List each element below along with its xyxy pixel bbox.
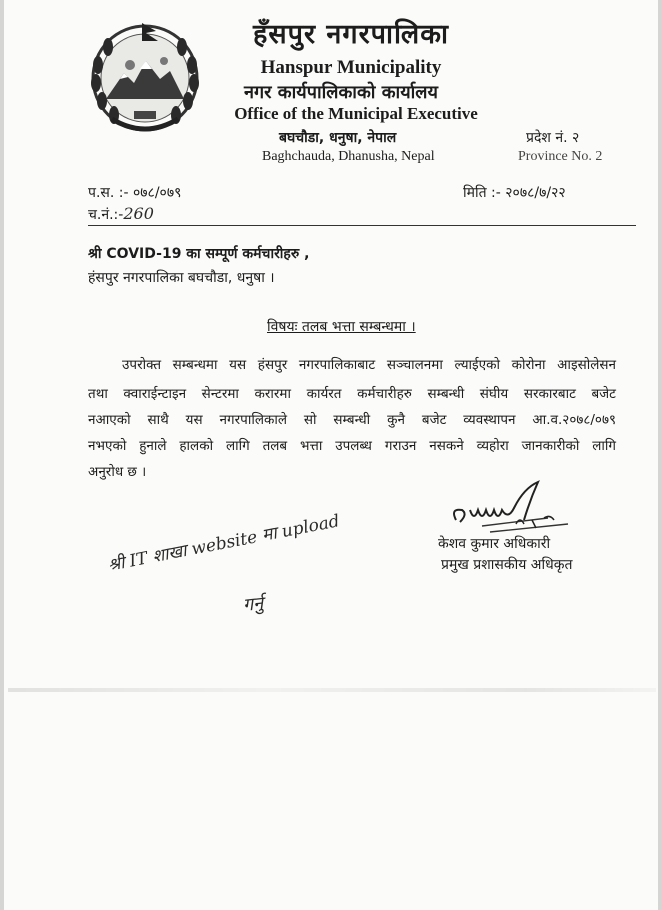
handwritten-note-line-1: श्री IT शाखा website मा upload [106, 511, 342, 576]
province-en: Province No. 2 [518, 149, 603, 164]
office-name-en: Office of the Municipal Executive [234, 104, 478, 123]
dispatch-number [88, 204, 154, 224]
handwritten-note-line-2: गर्नु [242, 593, 265, 616]
signatory-title: प्रमुख प्रशासकीय अधिकृत [441, 557, 573, 573]
body-line: नआएको साथै यस नगरपालिकाले सो सम्बन्धी कुनै बजेट व्यवस्थापन आ.व.२०७८/०७९ [88, 412, 616, 428]
address-np: बघचौडा, धनुषा, नेपाल [279, 130, 397, 146]
recipient-line-2: हंसपुर नगरपालिका बघचौडा, धनुषा । [88, 270, 275, 286]
office-name-np: नगर कार्यपालिकाको कार्यालय [244, 82, 438, 103]
body-line: नभएको हुनाले हालको लागि तलब भत्ता उपलब्ध गराउन नसकने व्यहोरा जानकारीको लागि [88, 438, 616, 454]
body-line: तथा क्वाराईन्टाइन सेन्टरमा करारमा कार्यरत कर्मचारीहरु सम्बन्धी संघीय सरकारबाट बजेट [88, 386, 616, 402]
recipient-line-1: श्री COVID-19 का सम्पूर्ण कर्मचारीहरु , [88, 246, 310, 262]
body-line: अनुरोध छ । [88, 464, 147, 480]
dispatch-number-value: 260 [123, 204, 154, 223]
signatory-name: केशव कुमार अधिकारी [438, 536, 551, 552]
address-en: Baghchauda, Dhanusha, Nepal [262, 149, 435, 164]
scan-streak [8, 688, 656, 692]
letter-number: प.स. :- ०७८/०७९ [88, 185, 182, 201]
scan-edge-left [0, 0, 4, 910]
province-np: प्रदेश नं. २ [526, 130, 580, 146]
dispatch-number-label: च.नं.:- [88, 207, 124, 223]
signature [428, 480, 588, 540]
subject-line: विषयः तलब भत्ता सम्बन्धमा । [267, 319, 416, 335]
letter-date: मिति :- २०७८/७/२२ [463, 185, 566, 201]
body-line: उपरोक्त सम्बन्धमा यस हंसपुर नगरपालिकाबाट सञ्चालनमा ल्याईएको कोरोना आइसोलेसन [122, 357, 616, 373]
municipality-name-np: हँसपुर नगरपालिका [253, 19, 449, 50]
scan-edge-right [658, 0, 662, 910]
header-divider [88, 225, 636, 226]
municipality-name-en: Hanspur Municipality [260, 57, 442, 78]
